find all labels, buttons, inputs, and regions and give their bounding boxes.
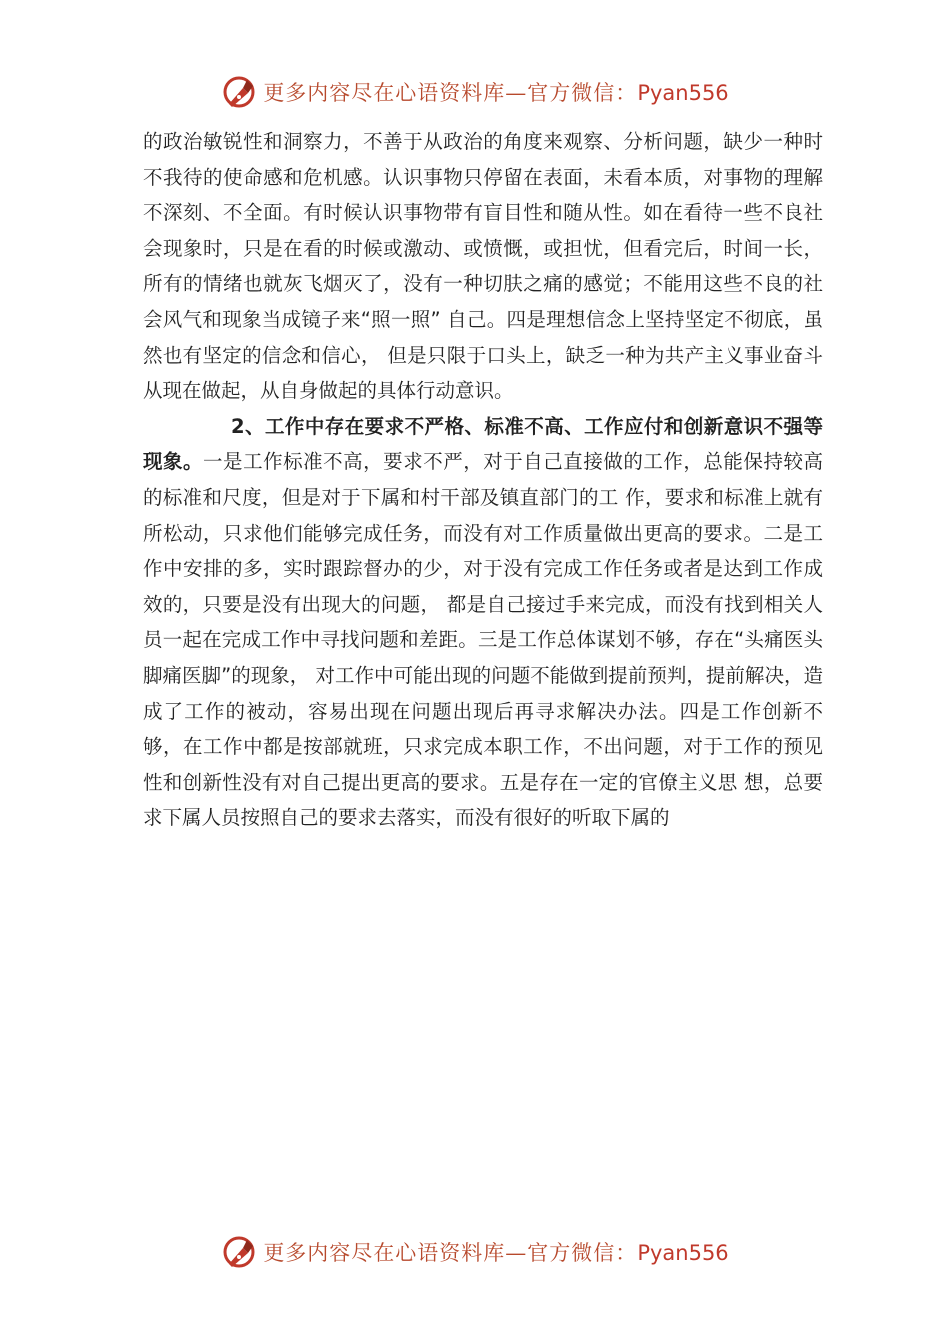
pen-nib-circle-icon (221, 74, 257, 110)
watermark-account: Pyan556 (637, 1241, 729, 1265)
watermark-text: 更多内容尽在心语资料库—官方微信：Pyan556 (263, 1241, 729, 1265)
paragraph-1: 的政治敏锐性和洞察力，不善于从政治的角度来观察、分析问题，缺少一种时不我待的使命感和危机感。认识事物只停留在表面，未看本质，对事物的理解不深刻、不全面。有时候认识事物带有盲目性和随从性。如在看待一些不良社会现象时，只是在看的时候或激动、或愤慨，或担忧，但看完后，时间一长，所有的情绪也就灰飞烟灭了，没有一种切肤之痛的感觉；不能用这些不良的社会风气和现象当成镜子来“照一照” 自己。四是理想信念上坚持坚定不彻底，虽然也有坚定的信念和信心， 但是只限于口头上，缺乏一种为共产主义事业奋斗从现在做起，从自身做起的具体行动意识。 (143, 130, 823, 403)
watermark-text: 更多内容尽在心语资料库—官方微信：Pyan556 (263, 81, 729, 105)
header-watermark (0, 72, 950, 112)
document-body (143, 124, 823, 836)
watermark-account: Pyan556 (637, 81, 729, 105)
footer-watermark (0, 1232, 950, 1272)
paragraph-2-text: 一是工作标准不高，要求不严，对于自己直接做的工作，总能保持较高的标准和尺度，但是对于下属和村干部及镇直部门的工 作，要求和标准上就有所松动，只求他们能够完成任务，而没有对工作质量做出更高的要求。二是工作中安排的多，实时跟踪督办的少，对于没有完成工作任务或者是达到工作成效的，只要是没有出现大的问题， 都是自己接过手来完成，而没有找到相关人员一起在完成工作中寻找问题和差距。三是工作总体谋划不够，存在“头痛医头脚痛医脚”的现象， 对工作中可能出现的问题不能做到提前预判，提前解决，造成了工作的被动，容易出现在问题出现后再寻求解决办法。四是工作创新不够，在工作中都是按部就班，只求完成本职工作，不出问题，对于工作的预见性和创新性没有对自己提出更高的要求。五是存在一定的官僚主义思 想，总要求下属人员按照自己的要求去落实，而没有很好的听取下属的 (143, 450, 823, 830)
pen-nib-circle-icon (221, 1234, 257, 1270)
paragraph-2 (143, 409, 823, 836)
paragraph-2-heading: 2、工作中存在要求不严格、标准不高、工作应付和创新意识不强等现象。 (143, 414, 823, 474)
